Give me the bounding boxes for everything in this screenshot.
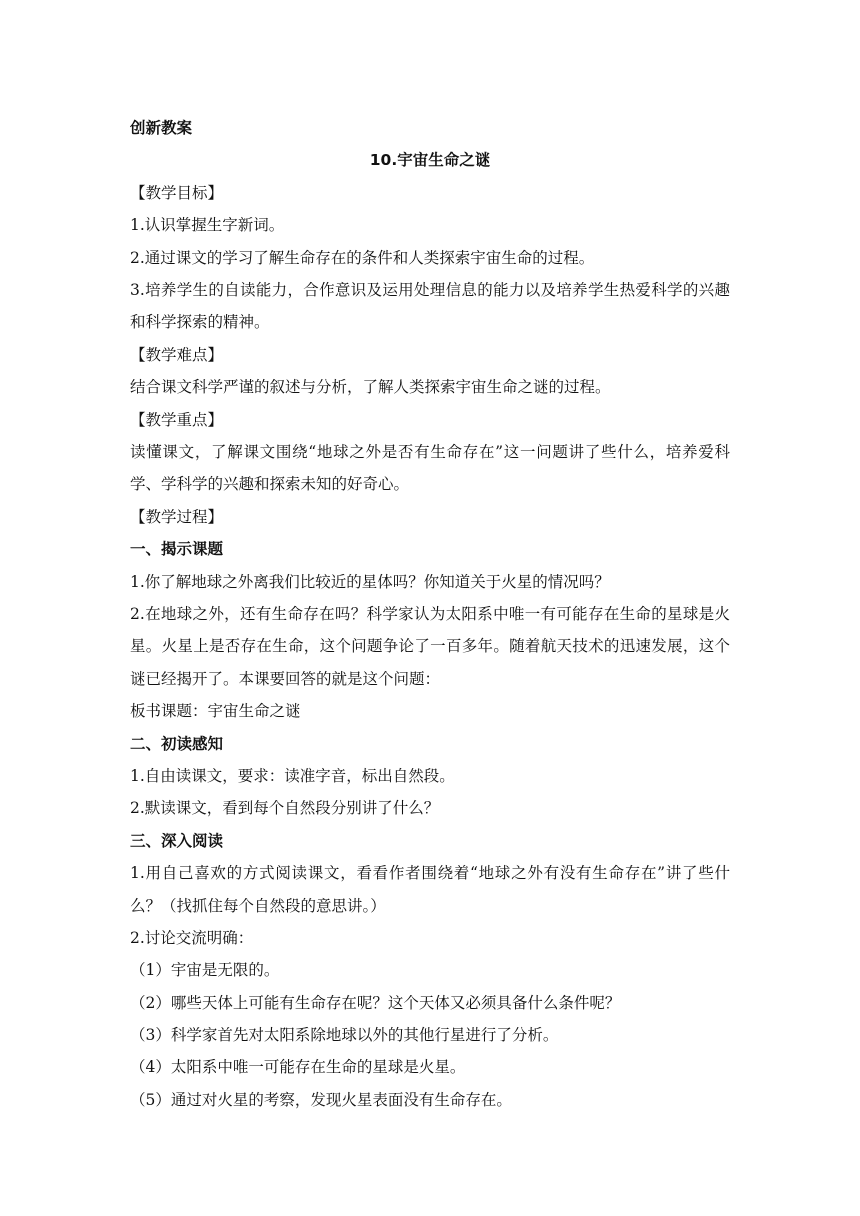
- document-body: [130, 112, 730, 1116]
- difficulty-heading: 【教学难点】: [130, 345, 224, 364]
- section1-item: 2.在地球之外，还有生命存在吗？科学家认为太阳系中唯一有可能存在生命的星球是火星。火星上是否存在生命，这个问题争论了一百多年。随着航天技术的迅速发展，这个谜已经揭开了。本课要回答的就是这个问题：: [130, 604, 730, 688]
- section3-item: 2.讨论交流明确：: [130, 928, 254, 947]
- keypoint-text: 读懂课文，了解课文围绕“地球之外是否有生命存在”这一问题讲了些什么，培养爱科学、学科学的兴趣和探索未知的好奇心。: [130, 442, 730, 494]
- section1-board: 板书课题：宇宙生命之谜: [130, 702, 301, 721]
- doc-header: 创新教案: [130, 119, 193, 137]
- difficulty-text: 结合课文科学严谨的叙述与分析，了解人类探索宇宙生命之谜的过程。: [130, 378, 611, 397]
- section2-item: 1.自由读课文，要求：读准字音，标出自然段。: [130, 766, 455, 785]
- process-heading: 【教学过程】: [130, 507, 224, 526]
- section1-item: 1.你了解地球之外离我们比较近的星体吗？你知道关于火星的情况吗？: [130, 572, 610, 591]
- objectives-heading: 【教学目标】: [130, 183, 224, 202]
- objective-item: 3.培养学生的自读能力，合作意识及运用处理信息的能力以及培养学生热爱科学的兴趣和科学探索的精神。: [130, 280, 730, 332]
- objective-item: 1.认识掌握生字新词。: [130, 216, 285, 235]
- section3-subitem: （3）科学家首先对太阳系除地球以外的其他行星进行了分析。: [130, 1026, 559, 1045]
- section3-subitem: （2）哪些天体上可能有生命存在呢？这个天体又必须具备什么条件呢？: [130, 993, 621, 1012]
- section2-item: 2.默读课文，看到每个自然段分别讲了什么？: [130, 799, 440, 818]
- section3-subitem: （5）通过对火星的考察，发现火星表面没有生命存在。: [130, 1090, 512, 1109]
- section1-heading: 一、揭示课题: [130, 540, 224, 559]
- doc-title: 10.宇宙生命之谜: [369, 151, 491, 170]
- section3-item: 1.用自己喜欢的方式阅读课文，看看作者围绕着“地球之外有没有生命存在”讲了些什么？（找抓住每个自然段的意思讲。）: [130, 864, 730, 915]
- keypoint-heading: 【教学重点】: [130, 410, 224, 429]
- objective-item: 2.通过课文的学习了解生命存在的条件和人类探索宇宙生命的过程。: [130, 248, 595, 267]
- section3-heading: 三、深入阅读: [130, 831, 224, 850]
- section3-subitem: （1）宇宙是无限的。: [130, 961, 280, 980]
- section2-heading: 二、初读感知: [130, 734, 224, 753]
- section3-subitem: （4）太阳系中唯一可能存在生命的星球是火星。: [130, 1058, 466, 1077]
